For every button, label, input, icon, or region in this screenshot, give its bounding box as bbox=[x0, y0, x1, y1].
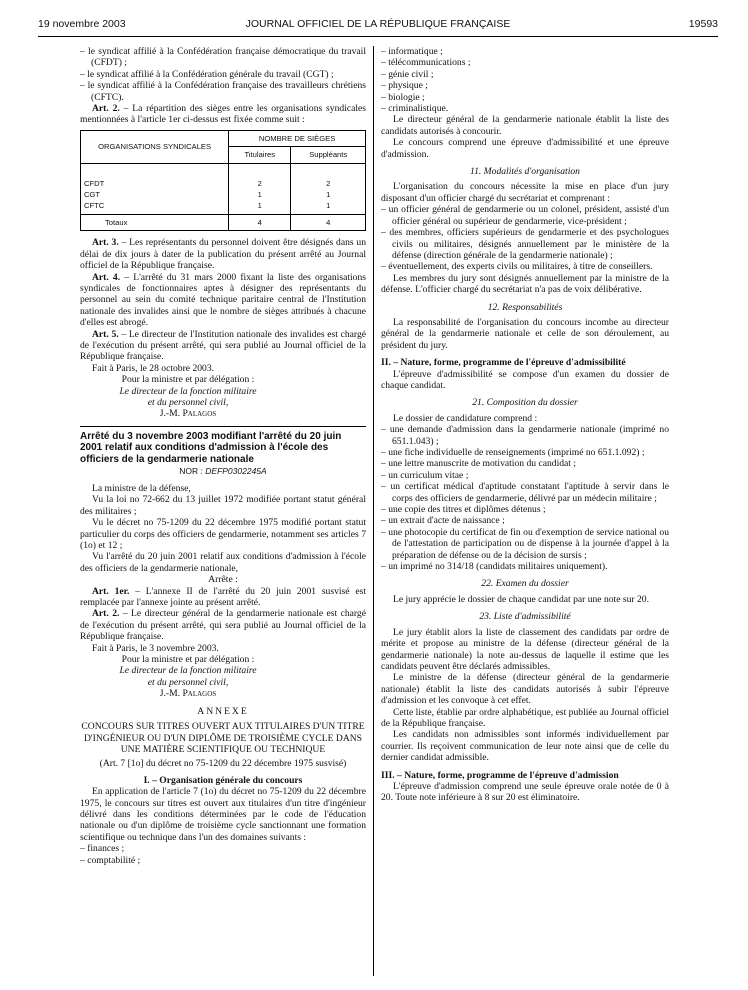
list-item: – finances ; bbox=[80, 843, 125, 855]
article-label: Art. 5. bbox=[92, 328, 119, 340]
table-row: CGT bbox=[84, 190, 101, 200]
article-3 bbox=[80, 237, 366, 271]
vise-paragraph: Vu l'arrêté du 20 juin 2001 relatif aux conditions d'admission à l'école des officiers de la gendarmerie nationale, bbox=[80, 551, 366, 574]
nor-code: DEFP0302245A bbox=[205, 465, 267, 476]
section-separator bbox=[80, 426, 366, 427]
subsection-11-title: 11. Modalités d'organisation bbox=[470, 166, 580, 178]
table-cell: 1 bbox=[326, 201, 331, 211]
article-label: Art. 2. bbox=[92, 608, 120, 620]
signature-line: Pour la ministre et par délégation : bbox=[121, 374, 255, 386]
table-header-titulaires: Titulaires bbox=[229, 147, 291, 163]
table-total-titulaires: 4 bbox=[229, 214, 291, 230]
signature-line: et du personnel civil, bbox=[147, 396, 229, 408]
paragraph: Le ministre de la défense (directeur général de la gendarmerie nationale) établit la liste des candidats autorisés à subir l'épreuve d'admission et les convoque à cet effet. bbox=[381, 672, 669, 707]
vise-paragraph: Vu la loi no 72-662 du 13 juillet 1972 modifiée portant statut général des militaires ; bbox=[80, 494, 366, 517]
table-cell: 2 bbox=[257, 178, 262, 188]
list-item: – une photocopie du certificat de fin ou d'exemption de service national ou de l'attestation de participation ou de dispense à la journée d'appel à la préparation de défense ou de la décision de sursis ; bbox=[381, 526, 669, 561]
page-header bbox=[38, 18, 718, 34]
paragraph: L'épreuve d'admission comprend une seule épreuve orale notée de 0 à 20. Toute note inférieure à 8 sur 20 est éliminatoire. bbox=[381, 780, 669, 804]
article-label: Art. 1er. bbox=[92, 585, 130, 597]
list-item: – des membres, officiers supérieurs de gendarmerie et des psychologues civils ou militaires, désignés annuellement par le ministère de la défense (direction générale de la gendarmerie nationale) ; bbox=[381, 227, 669, 261]
section-1-title: I. – Organisation générale du concours bbox=[143, 774, 303, 786]
vise-paragraph: La ministre de la défense, bbox=[92, 482, 191, 494]
article-text: – Les représentants du personnel doivent être désignés dans un délai de dix jours à dater de la publication du présent arrêté au Journal officiel de la République française. bbox=[80, 237, 366, 272]
vise-paragraph: Vu le décret no 75-1209 du 22 décembre 1975 modifié portant statut particulier du corps des officiers de gendarmerie, notamment ses articles 7 (1o) et 12 ; bbox=[80, 517, 366, 551]
header-date: 19 novembre 2003 bbox=[38, 18, 126, 30]
list-item: – le syndicat affilié à la Confédération française des travailleurs chrétiens (CFTC). bbox=[80, 80, 366, 103]
column-divider bbox=[373, 46, 374, 976]
table-cell: 1 bbox=[326, 190, 331, 200]
table-total-suppleants: 4 bbox=[291, 214, 366, 230]
subsection-22-title: 22. Examen du dossier bbox=[481, 578, 569, 590]
list-item: – un imprimé no 314/18 (candidats militaires uniquement). bbox=[381, 561, 608, 573]
seats-table bbox=[80, 130, 366, 231]
table-header-suppleants: Suppléants bbox=[291, 147, 366, 163]
section-1-text: En application de l'article 7 (1o) du décret no 75-1209 du 22 décembre 1975, le concours sur titres est ouvert aux titulaires d'un titre d'ingénieur délivré dans les conditions déterminées par le code de l'éducation nationale ou d'un diplôme de troisième cycle sanctionnant une formation scientifique ou technique dans l'un des domaines suivants : bbox=[80, 786, 366, 843]
article-2 bbox=[80, 103, 366, 126]
list-item: – biologie ; bbox=[381, 91, 425, 103]
table-header-seats: NOMBRE DE SIÈGES bbox=[229, 130, 366, 146]
table-org-cell bbox=[81, 163, 229, 214]
list-item: – éventuellement, des experts civils ou militaires, à titre de conseillers. bbox=[381, 261, 653, 273]
list-item: – un officier général de gendarmerie ou un colonel, président, assisté d'un officier général ou supérieur de gendarmerie, vice-président ; bbox=[381, 204, 669, 227]
table-total-label: Totaux bbox=[81, 214, 229, 230]
list-item: – une fiche individuelle de renseignements (imprimé no 651.1.092) ; bbox=[381, 447, 645, 458]
arrete-title: Arrêté du 3 novembre 2003 modifiant l'arrêté du 20 juin 2001 relatif aux conditions d'admission à l'école des officiers de la gendarmerie nationale bbox=[80, 430, 342, 465]
paragraph: L'épreuve d'admissibilité se compose d'un examen du dossier de chaque candidat. bbox=[381, 368, 669, 391]
list-item: – télécommunications ; bbox=[381, 57, 471, 69]
subsection-21-title: 21. Composition du dossier bbox=[472, 397, 578, 409]
article-label: Art. 3. bbox=[92, 237, 119, 249]
list-item: – un certificat médical d'aptitude constatant l'aptitude à servir dans le corps des officiers de gendarmerie, délivré par un médecin militaire ; bbox=[381, 481, 669, 504]
table-cell: 2 bbox=[326, 178, 331, 188]
arrete-word: Arrête : bbox=[208, 574, 238, 586]
table-suppleants-cell bbox=[291, 163, 366, 214]
fait-a-paris: Fait à Paris, le 3 novembre 2003. bbox=[92, 642, 219, 654]
concours-reference: (Art. 7 [1o] du décret no 75-1209 du 22 décembre 1975 susvisé) bbox=[99, 758, 347, 770]
article-2b bbox=[80, 608, 366, 642]
list-item: – un curriculum vitae ; bbox=[381, 469, 469, 481]
article-text: – L'arrêté du 31 mars 2000 fixant la liste des organisations syndicales de fonctionnaires aptes à désigner des représentants du personnel au sein du comité technique paritaire central de l'Institution nationale des invalides ainsi que le nombre de sièges attribués à chacune d'elles est abrogé. bbox=[80, 271, 367, 329]
list-item: – informatique ; bbox=[381, 46, 443, 57]
list-item: – le syndicat affilié à la Confédération française démocratique du travail (CFDT) ; bbox=[80, 46, 366, 69]
paragraph: Les candidats non admissibles sont informés individuellement par courrier. Ils reçoivent communication de leur note ainsi que de celle du dernier candidat admissible. bbox=[381, 729, 669, 764]
left-column bbox=[80, 46, 366, 866]
signatory-name: J.-M. Palagos bbox=[159, 408, 217, 420]
table-titulaires-cell bbox=[229, 163, 291, 214]
article-5 bbox=[80, 329, 366, 363]
paragraph: Le directeur général de la gendarmerie nationale établit la liste des candidats autorisés à concourir. bbox=[381, 114, 669, 137]
header-journal-title: JOURNAL OFFICIEL DE LA RÉPUBLIQUE FRANÇAISE bbox=[245, 18, 511, 30]
list-item: – génie civil ; bbox=[381, 68, 434, 80]
list-item: – comptabilité ; bbox=[80, 854, 141, 866]
list-item: – une demande d'admission dans la gendarmerie nationale (imprimé no 651.1.043) ; bbox=[381, 424, 669, 447]
subsection-23-title: 23. Liste d'admissibilité bbox=[479, 611, 571, 623]
header-rule bbox=[38, 36, 718, 37]
article-text: – Le directeur général de la gendarmerie nationale est chargé de l'exécution du présent arrêté, qui sera publié au Journal officiel de la République française. bbox=[80, 608, 366, 643]
right-column bbox=[381, 46, 669, 804]
paragraph: Le jury apprécie le dossier de chaque candidat par une note sur 20. bbox=[393, 593, 649, 605]
table-cell: 1 bbox=[257, 190, 262, 200]
signature-line: Le directeur de la fonction militaire bbox=[119, 385, 257, 397]
paragraph: Cette liste, établie par ordre alphabétique, est publiée au Journal officiel de la République française. bbox=[381, 706, 669, 729]
signature-block bbox=[80, 374, 366, 420]
list-item: – une copie des titres et diplômes détenus ; bbox=[381, 504, 546, 516]
signatory-name: J.-M. Palagos bbox=[159, 688, 217, 700]
paragraph: Le jury établit alors la liste de classement des candidats par ordre de mérite et propose au ministre de la défense (directeur général de la gendarmerie nationale) la note au-dessus de laquelle il estime que les candidats peuvent être déclarés admissibles. bbox=[381, 626, 669, 672]
subsection-12-title: 12. Responsabilités bbox=[487, 301, 563, 313]
nor-reference bbox=[80, 466, 366, 477]
list-item: – criminalistique. bbox=[381, 103, 449, 115]
annexe-heading: ANNEXE bbox=[197, 705, 249, 717]
paragraph: Le dossier de candidature comprend : bbox=[393, 412, 538, 424]
table-cell: 1 bbox=[257, 201, 262, 211]
article-1 bbox=[80, 586, 366, 609]
paragraph: L'organisation du concours nécessite la mise en place d'un jury disposant d'un officier chargé du secrétariat et comprenant : bbox=[381, 181, 669, 204]
paragraph: La responsabilité de l'organisation du concours incombe au directeur général de la gendarmerie nationale et celle de son déroulement, au président du jury. bbox=[381, 316, 669, 351]
list-item: – physique ; bbox=[381, 80, 428, 92]
article-label: Art. 4. bbox=[92, 271, 121, 283]
paragraph: Les membres du jury sont désignés annuellement par la ministre de la défense. L'officier chargé du secrétariat n'a pas de voix délibérative. bbox=[381, 272, 669, 296]
article-4 bbox=[80, 272, 366, 329]
list-item: – un extrait d'acte de naissance ; bbox=[381, 515, 505, 527]
signature-line: Le directeur de la fonction militaire bbox=[119, 665, 257, 677]
signature-line: et du personnel civil, bbox=[147, 676, 229, 688]
table-header-org: ORGANISATIONS SYNDICALES bbox=[81, 130, 229, 163]
article-text: – L'annexe II de l'arrêté du 20 juin 2001 susvisé est remplacée par l'annexe jointe au présent arrêté. bbox=[80, 585, 366, 609]
article-label: Art. 2. bbox=[92, 103, 120, 115]
header-page-number: 19593 bbox=[688, 18, 718, 30]
section-2-title: II. – Nature, forme, programme de l'épreuve d'admissibilité bbox=[381, 357, 626, 369]
list-item: – le syndicat affilié à la Confédération générale du travail (CGT) ; bbox=[80, 68, 334, 80]
paragraph: Le concours comprend une épreuve d'admissibilité et une épreuve d'admission. bbox=[381, 137, 669, 160]
list-item: – une lettre manuscrite de motivation du candidat ; bbox=[381, 458, 577, 470]
article-text: – La répartition des sièges entre les organisations syndicales mentionnées à l'article 1er ci-dessus est fixée comme suit : bbox=[80, 103, 366, 126]
article-text: – Le directeur de l'Institution nationale des invalides est chargé de l'exécution du présent arrêté, qui sera publié au Journal officiel de la République française. bbox=[80, 328, 366, 363]
table-row: CFDT bbox=[84, 178, 105, 188]
concours-title: CONCOURS SUR TITRES OUVERT AUX TITULAIRES D'UN TITRE D'INGÉNIEUR OU D'UN DIPLÔME DE TROISIÈME CYCLE DANS UNE MATIÈRE SCIENTIFIQUE OU TECHNIQUE bbox=[81, 721, 365, 755]
nor-label: NOR : bbox=[179, 465, 206, 476]
signature-line: Pour la ministre et par délégation : bbox=[121, 654, 255, 666]
signature-block bbox=[80, 654, 366, 700]
fait-a-paris: Fait à Paris, le 28 octobre 2003. bbox=[92, 362, 215, 374]
section-3-title: III. – Nature, forme, programme de l'épreuve d'admission bbox=[381, 769, 619, 781]
table-row: CFTC bbox=[84, 201, 105, 211]
